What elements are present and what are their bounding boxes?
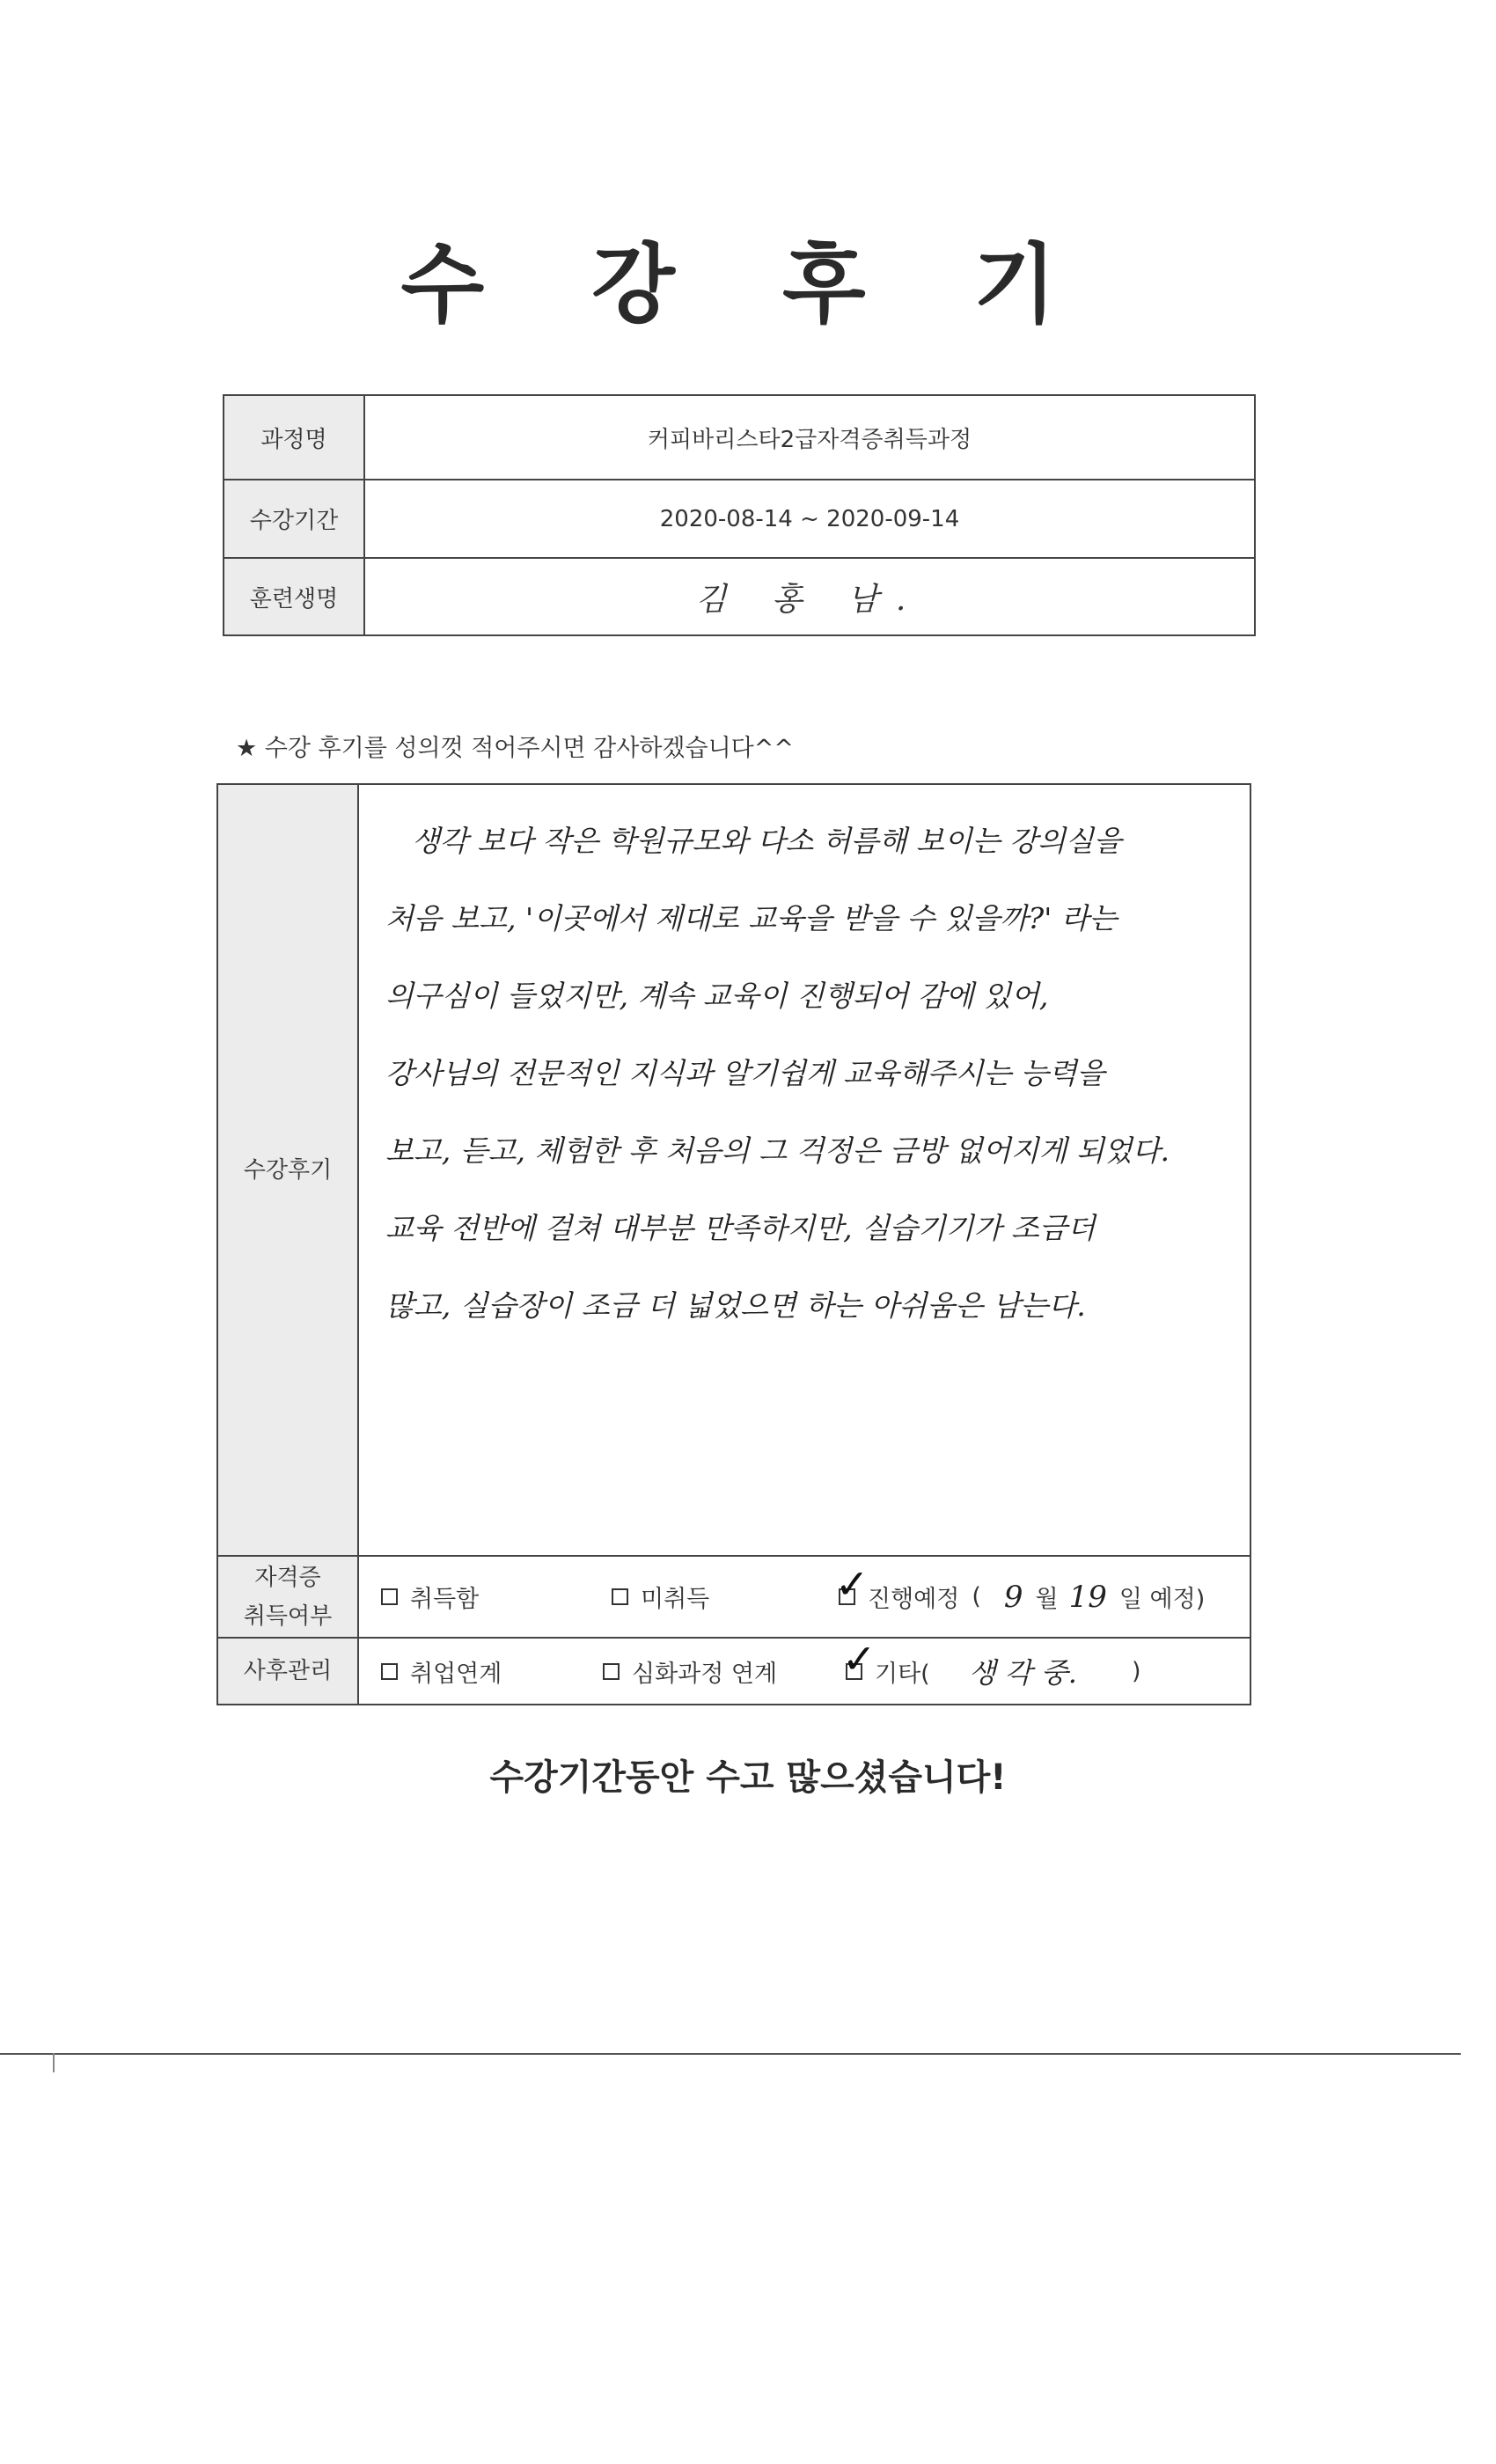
edge-mark: [53, 2053, 55, 2072]
option-not-acquired[interactable]: 미취득: [612, 1580, 839, 1614]
course-name-value: 커피바리스타2급자격증취득과정: [364, 395, 1255, 480]
trainee-label: 훈련생명: [224, 558, 364, 635]
review-label: 수강후기: [217, 784, 358, 1556]
day-handwritten: 19: [1068, 1579, 1107, 1615]
review-line: 교육 전반에 걸쳐 대부분 만족하지만, 실습기기가 조금더: [385, 1211, 1096, 1245]
review-table: [216, 783, 1251, 1705]
closing-message: 수강기간동안 수고 많으셨습니다!: [489, 1757, 1007, 1798]
review-line: 보고, 듣고, 체험한 후 처음의 그 걱정은 금방 없어지게 되었다.: [385, 1133, 1170, 1168]
option-job-link[interactable]: 취업연계: [381, 1654, 603, 1689]
month-handwritten: 9: [1003, 1579, 1023, 1615]
option-other[interactable]: ✓ 기타( 생 각 중. ): [842, 1634, 1141, 1690]
other-handwritten: 생 각 중.: [968, 1656, 1077, 1690]
review-body: [358, 784, 1250, 1556]
certification-label: [217, 1556, 358, 1638]
option-acquired[interactable]: 취득함: [381, 1580, 612, 1614]
review-line: 의구심이 들었지만, 계속 교육이 진행되어 감에 있어,: [385, 979, 1049, 1013]
review-line: 강사님의 전문적인 지식과 알기쉽게 교육해주시는 능력을: [385, 1056, 1105, 1090]
checkbox[interactable]: [612, 1588, 628, 1605]
checkbox[interactable]: [381, 1588, 398, 1605]
course-name-label: 과정명: [224, 395, 364, 480]
course-info-table: [223, 394, 1256, 636]
period-label: 수강기간: [224, 480, 364, 558]
period-value: 2020-08-14 ~ 2020-09-14: [364, 480, 1255, 558]
trainee-name-handwritten: 김 홍 남.: [364, 558, 1255, 635]
option-scheduled[interactable]: ✓ 진행예정 ( 9 월 19 일 예정): [835, 1560, 1206, 1615]
checkbox-checked[interactable]: [842, 1634, 876, 1683]
check-mark-icon: ✓: [842, 1634, 876, 1683]
aftercare-label: 사후관리: [217, 1638, 358, 1705]
checkbox[interactable]: [381, 1663, 398, 1680]
certification-options: [358, 1556, 1250, 1638]
page-divider: [0, 2053, 1461, 2055]
notice-text: ★ 수강 후기를 성의껏 적어주시면 감사하겠습니다^^: [236, 735, 795, 762]
review-line: 많고, 실습장이 조금 더 넓었으면 하는 아쉬움은 남는다.: [385, 1288, 1086, 1323]
certification-label-line: 자격증: [254, 1564, 321, 1591]
certification-label-line: 취득여부: [243, 1602, 333, 1630]
option-advanced-course[interactable]: 심화과정 연계: [603, 1654, 846, 1689]
check-mark-icon: ✓: [835, 1560, 869, 1608]
aftercare-options: [358, 1634, 1250, 1705]
page-title: 수 강 후 기: [400, 235, 1096, 335]
checkbox[interactable]: [603, 1663, 620, 1680]
checkbox-checked[interactable]: [835, 1560, 869, 1608]
review-line: 생각 보다 작은 학원규모와 다소 허름해 보이는 강의실을: [412, 824, 1122, 858]
review-line: 처음 보고, '이곳에서 제대로 교육을 받을 수 있을까?' 라는: [385, 901, 1118, 935]
